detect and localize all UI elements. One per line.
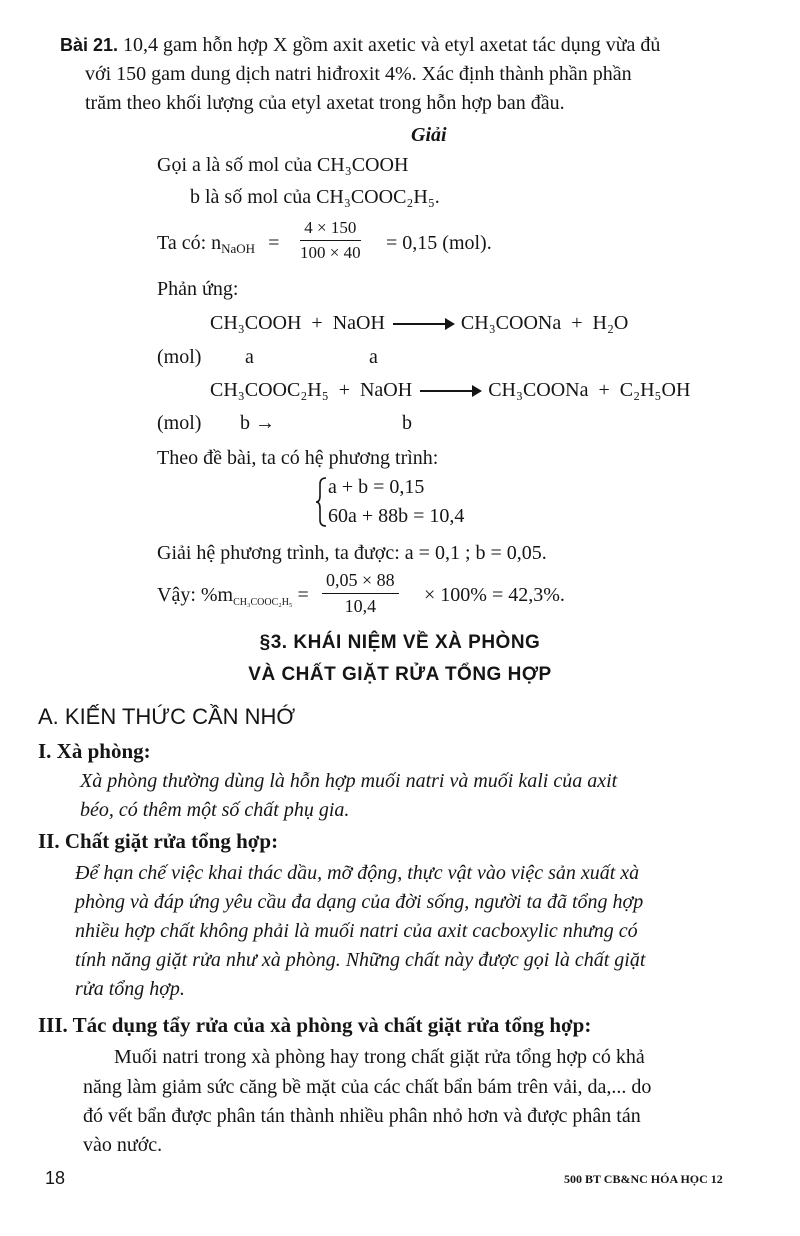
problem-line-3: trăm theo khối lượng của etyl axetat trong hỗn hợp ban đầu. [85,92,565,114]
problem-label: Bài 21. [60,35,119,55]
section-title-line-1: §3. KHÁI NIỆM VỀ XÀ PHÒNG [259,632,541,653]
reaction-1-mol-label: (mol) [157,346,202,368]
reaction-2-mol-b1: b → [240,412,275,434]
reaction-1-mol-a1: a [245,346,254,368]
conclusion-result: × 100% = 42,3%. [424,584,565,606]
book-title: 500 BT CB&NC HÓA HỌC 12 [564,1172,723,1186]
reaction-2-mol-label: (mol) [157,412,202,434]
system-result: Giải hệ phương trình, ta được: a = 0,1 ; b = 0,05. [157,542,547,564]
s3-line-2: năng làm giảm sức căng bề mặt của các chất bẩn bám trên vải, da,... do [83,1076,652,1098]
part-a-heading: A. KIẾN THỨC CẦN NHỚ [38,704,296,729]
solution-title: Giải [411,124,447,146]
naoh-result: = 0,15 (mol). [386,232,492,254]
reaction-label: Phản ứng: [157,278,239,300]
s2-line-2: phòng và đáp ứng yêu cầu đa dạng của đời sống, người ta đã tổng hợp [75,891,644,913]
let-a-line: Gọi a là số mol của CH₃COOH [157,154,409,176]
s3-heading: III. Tác dụng tẩy rửa của xà phòng và chất giặt rửa tổng hợp: [38,1013,592,1037]
reaction-1-left: CH₃COOH + NaOH [210,312,385,334]
naoh-sub: NaOH [221,241,256,256]
s2-line-1: Để hạn chế việc khai thác dầu, mỡ động, thực vật vào việc sản xuất xà [75,862,640,884]
naoh-fraction [300,218,361,263]
page-number: 18 [45,1168,66,1188]
system-brace [316,476,328,528]
reaction-2-arrow [420,390,480,392]
conclusion-m: Vậy: %m [157,584,234,606]
conclusion-frac-den: 10,4 [344,596,377,616]
naoh-prefix: Ta có: $n_{NaOH}$ = [157,232,280,256]
conclusion-frac-num: 0,05 × 88 [322,570,399,594]
conclusion-sub: CH₃COOC₂H₅ [233,597,293,608]
s2-line-3: nhiều hợp chất không phải là muối natri của axit cacboxylic nhưng có [75,920,638,942]
s3-line-3: đó vết bẩn được phân tán thành nhiều phân nhỏ hơn và được phân tán [83,1105,641,1127]
conclusion-prefix [157,582,309,608]
problem-line-1 [60,32,660,58]
reaction-1-arrow [393,323,453,325]
s3-line-4: vào nước. [83,1134,163,1156]
section-title-line-2: VÀ CHẤT GIẶT RỬA TỔNG HỢP [248,664,552,685]
s2-heading: II. Chất giặt rửa tổng hợp: [38,829,279,853]
naoh-n: Ta có: n [157,232,222,254]
problem-text-1: 10,4 gam hỗn hợp X gồm axit axetic và etyl axetat tác dụng vừa đủ [123,34,661,56]
s1-line-2: béo, có thêm một số chất phụ gia. [80,799,350,821]
equation-2: 60a + 88b = 10,4 [328,505,465,527]
s1-heading: I. Xà phòng: [38,739,151,763]
reaction-1-mol-a2: a [369,346,378,368]
reaction-2-right: CH₃COONa + C₂H₅OH [488,379,691,401]
let-b-line: b là số mol của CH₃COOC₂H₅. [190,186,440,208]
conclusion-fraction [322,570,399,617]
system-intro: Theo đề bài, ta có hệ phương trình: [157,447,439,469]
conclusion-eq: = [297,584,309,606]
equation-1: a + b = 0,15 [328,476,425,498]
reaction-1 [210,310,628,336]
naoh-frac-num: 4 × 150 [300,218,361,241]
reaction-2-left: CH₃COOC₂H₅ + NaOH [210,379,413,401]
s2-line-5: rửa tổng hợp. [75,978,185,1000]
s1-line-1: Xà phòng thường dùng là hỗn hợp muối natri và muối kali của axit [80,770,618,792]
reaction-2 [210,377,690,403]
problem-line-2: với 150 gam dung dịch natri hiđroxit 4%. Xác định thành phần phần [85,63,632,85]
reaction-1-right: CH₃COONa + H₂O [460,312,629,334]
s3-line-1: Muối natri trong xà phòng hay trong chất giặt rửa tổng hợp có khả [114,1046,645,1068]
s2-line-4: tính năng giặt rửa như xà phòng. Những chất này được gọi là chất giặt [75,949,646,971]
naoh-frac-den: 100 × 40 [300,243,361,262]
reaction-2-mol-b2: b [402,412,412,434]
